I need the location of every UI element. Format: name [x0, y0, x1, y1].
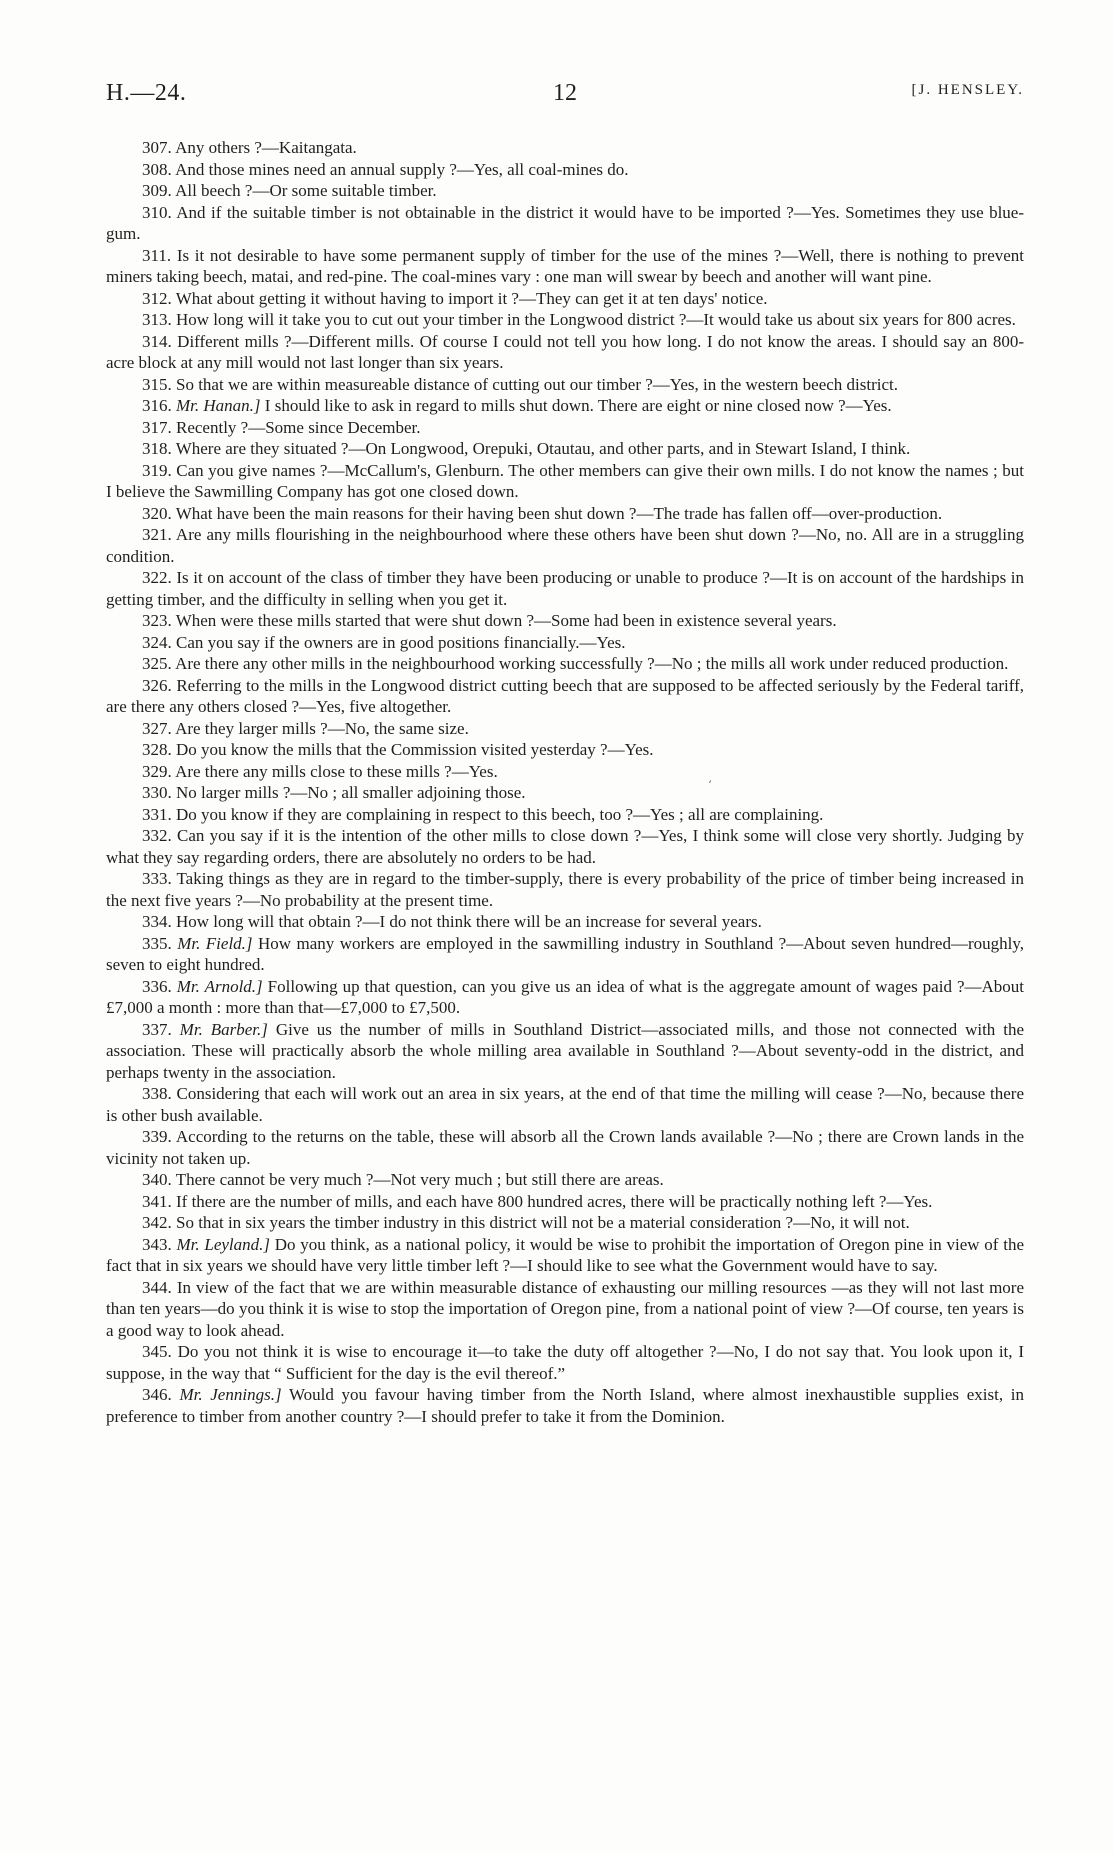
question-answer-text: Taking things as they are in regard to the timber-supply, there is every probability of the price of timber being increased in the next five years ?—No probability at the present time.	[106, 869, 1024, 910]
question-answer-text: How many workers are employed in the sawmilling industry in Southland ?—About seven hundred—roughly, seven to eight hundred.	[106, 933, 1025, 974]
evidence-paragraph	[106, 1169, 1024, 1191]
question-answer-text: Following up that question, can you give us an idea of what is the aggregate amount of wages paid ?—About £7,000 a month : more than that—£7,000 to £7,500.	[106, 976, 1024, 1017]
question-answer-text: Where are they situated ?—On Longwood, Orepuki, Otautau, and other parts, and in Stewart Island, I think.	[175, 439, 911, 458]
question-answer-text: How long will that obtain ?—I do not think there will be an increase for several years.	[176, 912, 762, 931]
evidence-paragraph	[106, 567, 1024, 610]
question-number: 343.	[142, 1234, 172, 1254]
question-number: 345.	[142, 1342, 172, 1361]
question-number: 338.	[142, 1084, 172, 1103]
question-answer-text: Do you know if they are complaining in respect to this beech, too ?—Yes ; all are complaining.	[176, 804, 824, 824]
question-number: 325.	[142, 654, 172, 673]
question-answer-text: Is it on account of the class of timber they have been producing or unable to produce ?—It is on account of the hardships in getting timber, and the difficulty in selling when you get it.	[106, 568, 1025, 609]
evidence-paragraph	[106, 460, 1024, 503]
evidence-paragraph	[106, 374, 1024, 396]
evidence-paragraph	[106, 524, 1024, 567]
evidence-paragraph	[106, 782, 1024, 804]
evidence-paragraph	[106, 202, 1024, 245]
evidence-paragraph	[106, 632, 1024, 654]
question-answer-text: Is it not desirable to have some permanent supply of timber for the use of the mines ?—Well, there is nothing to prevent miners taking beech, matai, and red-pine. The coal-mines vary : one man will swear by beech and another will want pine.	[106, 245, 1025, 286]
evidence-paragraph	[106, 1277, 1024, 1342]
evidence-paragraph	[106, 804, 1024, 826]
question-answer-text: There cannot be very much ?—Not very much ; but still there are areas.	[175, 1170, 664, 1189]
evidence-paragraph	[106, 331, 1024, 374]
speaker-label: Mr. Hanan.]	[176, 396, 261, 415]
evidence-paragraph	[106, 933, 1024, 976]
evidence-paragraph	[106, 739, 1024, 761]
question-number: 332.	[142, 826, 172, 845]
evidence-paragraph	[106, 1191, 1024, 1213]
question-number: 333.	[142, 869, 172, 888]
question-number: 307.	[142, 138, 172, 157]
evidence-paragraph	[106, 675, 1024, 718]
evidence-paragraph	[106, 395, 1024, 417]
question-answer-text: Can you say if it is the intention of the other mills to close down ?—Yes, I think some will close very shortly. Judging by what they say regarding orders, there are absolutely no orders to be had.	[106, 826, 1024, 867]
question-answer-text: What have been the main reasons for their having been shut down ?—The trade has fallen off—over-production.	[175, 503, 943, 523]
question-number: 336.	[142, 976, 172, 996]
evidence-paragraph	[106, 868, 1024, 911]
paper-reference: H.—24.	[106, 80, 187, 106]
question-answer-text: I should like to ask in regard to mills shut down. There are eight or nine closed now ?—Yes.	[264, 396, 892, 415]
page-number: 12	[553, 80, 577, 106]
question-number: 314.	[142, 331, 172, 351]
evidence-paragraph	[106, 976, 1024, 1019]
question-number: 324.	[142, 632, 172, 652]
question-answer-text: Can you give names ?—McCallum's, Glenburn. The other members can give their own mills. I do not know the names ; but I believe the Sawmilling Company has got one closed down.	[106, 460, 1024, 501]
question-number: 319.	[142, 460, 172, 480]
question-answer-text: Would you favour having timber from the North Island, where almost inexhaustible supplies exist, in preference to timber from another country ?—I should prefer to take it from the Dominion.	[106, 1385, 1024, 1426]
evidence-paragraph	[106, 159, 1024, 181]
question-answer-text: Referring to the mills in the Longwood district cutting beech that are supposed to be affected seriously by the Federal tariff, are there any others closed ?—Yes, five altogether.	[106, 675, 1024, 716]
question-number: 342.	[142, 1213, 172, 1232]
question-number: 310.	[142, 202, 172, 222]
evidence-paragraph	[106, 1126, 1024, 1169]
question-answer-text: According to the returns on the table, these will absorb all the Crown lands available ?—No ; there are Crown lands in the vicinity not taken up.	[106, 1127, 1025, 1168]
question-number: 320.	[142, 503, 172, 523]
question-answer-text: Are there any mills close to these mills ?—Yes.	[175, 761, 498, 781]
question-answer-text: Can you say if the owners are in good positions financially.—Yes.	[176, 632, 626, 652]
question-answer-text: What about getting it without having to import it ?—They can get it at ten days' notice.	[175, 288, 768, 308]
evidence-paragraph	[106, 245, 1024, 288]
question-number: 331.	[142, 804, 172, 824]
question-number: 315.	[142, 374, 172, 394]
stray-mark: ‘	[708, 778, 712, 792]
question-answer-text: Different mills ?—Different mills. Of course I could not tell you how long. I do not know the areas. I should say an 800-acre block at any mill would not last longer than six years.	[106, 331, 1024, 372]
question-number: 316.	[142, 396, 172, 415]
evidence-paragraph	[106, 1384, 1024, 1427]
question-answer-text: Give us the number of mills in Southland District—associated mills, and those not connected with the association. These will practically absorb the whole milling area available in Southland ?—About seventy-odd in the district, and perhaps twenty in the association.	[106, 1019, 1024, 1082]
question-answer-text: Do you know the mills that the Commission visited yesterday ?—Yes.	[176, 740, 654, 759]
evidence-paragraph	[106, 309, 1024, 331]
question-number: 313.	[142, 310, 172, 329]
question-answer-text: Are they larger mills ?—No, the same size.	[175, 718, 469, 738]
question-number: 339.	[142, 1127, 172, 1146]
question-answer-text: Are any mills flourishing in the neighbourhood where these others have been shut down ?—No, no. All are in a struggling condition.	[106, 525, 1024, 566]
question-number: 328.	[142, 740, 172, 759]
question-number: 318.	[142, 439, 172, 458]
question-answer-text: So that in six years the timber industry in this district will not be a material consideration ?—No, it will not.	[176, 1213, 910, 1232]
witness-name: [J. HENSLEY.	[911, 82, 1024, 98]
question-number: 334.	[142, 912, 172, 931]
question-answer-text: So that we are within measureable distance of cutting out our timber ?—Yes, in the western beech district.	[176, 374, 898, 394]
question-number: 335.	[142, 933, 172, 953]
evidence-paragraph	[106, 1019, 1024, 1084]
question-number: 326.	[142, 675, 172, 695]
question-answer-text: All beech ?—Or some suitable timber.	[175, 181, 437, 200]
evidence-paragraph	[106, 1234, 1024, 1277]
evidence-paragraph	[106, 911, 1024, 933]
question-answer-text: When were these mills started that were shut down ?—Some had been in existence several years.	[175, 611, 837, 630]
question-number: 312.	[142, 288, 172, 308]
question-number: 337.	[142, 1019, 172, 1039]
evidence-paragraph	[106, 180, 1024, 202]
question-number: 330.	[142, 783, 172, 802]
evidence-paragraph	[106, 438, 1024, 460]
evidence-paragraph	[106, 1212, 1024, 1234]
question-number: 340.	[142, 1170, 172, 1189]
question-number: 311.	[142, 245, 172, 265]
question-answer-text: And if the suitable timber is not obtainable in the district it would have to be imported ?—Yes. Sometimes they use blue-gum.	[106, 202, 1024, 243]
evidence-paragraph	[106, 718, 1024, 740]
page-header	[106, 80, 1024, 112]
speaker-label: Mr. Field.]	[177, 933, 253, 953]
question-number: 308.	[142, 159, 172, 179]
evidence-paragraph	[106, 825, 1024, 868]
speaker-label: Mr. Barber.]	[179, 1019, 268, 1039]
question-number: 317.	[142, 417, 172, 437]
question-number: 323.	[142, 611, 172, 630]
evidence-paragraph	[106, 610, 1024, 632]
evidence-paragraph	[106, 1083, 1024, 1126]
speaker-label: Mr. Arnold.]	[176, 976, 263, 996]
evidence-paragraph	[106, 1341, 1024, 1384]
question-answer-text: How long will it take you to cut out your timber in the Longwood district ?—It would take us about six years for 800 acres.	[176, 310, 1016, 329]
question-answer-text: And those mines need an annual supply ?—Yes, all coal-mines do.	[175, 159, 629, 179]
evidence-paragraph	[106, 417, 1024, 439]
question-answer-text: Recently ?—Some since December.	[176, 417, 421, 437]
question-answer-text: If there are the number of mills, and each have 800 hundred acres, there will be practically nothing left ?—Yes.	[176, 1191, 933, 1211]
question-answer-text: No larger mills ?—No ; all smaller adjoining those.	[176, 783, 526, 802]
question-answer-text: In view of the fact that we are within measurable distance of exhausting our milling resources —as they will not last more than ten years—do you think it is wise to stop the importation of Oregon pine, from a national point of view ?—Of course, ten years is a good way to look ahead.	[106, 1277, 1025, 1340]
question-answer-text: Do you think, as a national policy, it would be wise to prohibit the importation of Oregon pine in view of the fact that in six years we should have very little timber left ?—I should like to see what the Government would have to say.	[106, 1234, 1024, 1275]
speaker-label: Mr. Leyland.]	[176, 1234, 271, 1254]
question-number: 346.	[142, 1385, 172, 1404]
evidence-paragraph	[106, 137, 1024, 159]
question-number: 327.	[142, 718, 172, 738]
question-number: 321.	[142, 525, 172, 544]
question-number: 309.	[142, 181, 172, 200]
question-answer-text: Are there any other mills in the neighbourhood working successfully ?—No ; the mills all work under reduced production.	[175, 654, 1009, 673]
question-number: 322.	[142, 568, 172, 587]
question-number: 344.	[142, 1277, 172, 1297]
question-answer-text: Considering that each will work out an area in six years, at the end of that time the milling will cease ?—No, because there is other bush available.	[106, 1084, 1024, 1125]
evidence-paragraph	[106, 288, 1024, 310]
evidence-body	[106, 137, 1024, 1427]
evidence-paragraph	[106, 761, 1024, 783]
evidence-paragraph	[106, 653, 1024, 675]
speaker-label: Mr. Jennings.]	[179, 1385, 282, 1404]
question-answer-text: Any others ?—Kaitangata.	[175, 138, 357, 157]
question-number: 341.	[142, 1191, 172, 1211]
evidence-paragraph	[106, 503, 1024, 525]
question-number: 329.	[142, 761, 172, 781]
question-answer-text: Do you not think it is wise to encourage it—to take the duty off altogether ?—No, I do not say that. You look upon it, I suppose, in the way that “ Sufficient for the day is the evil thereof.”	[106, 1342, 1024, 1383]
